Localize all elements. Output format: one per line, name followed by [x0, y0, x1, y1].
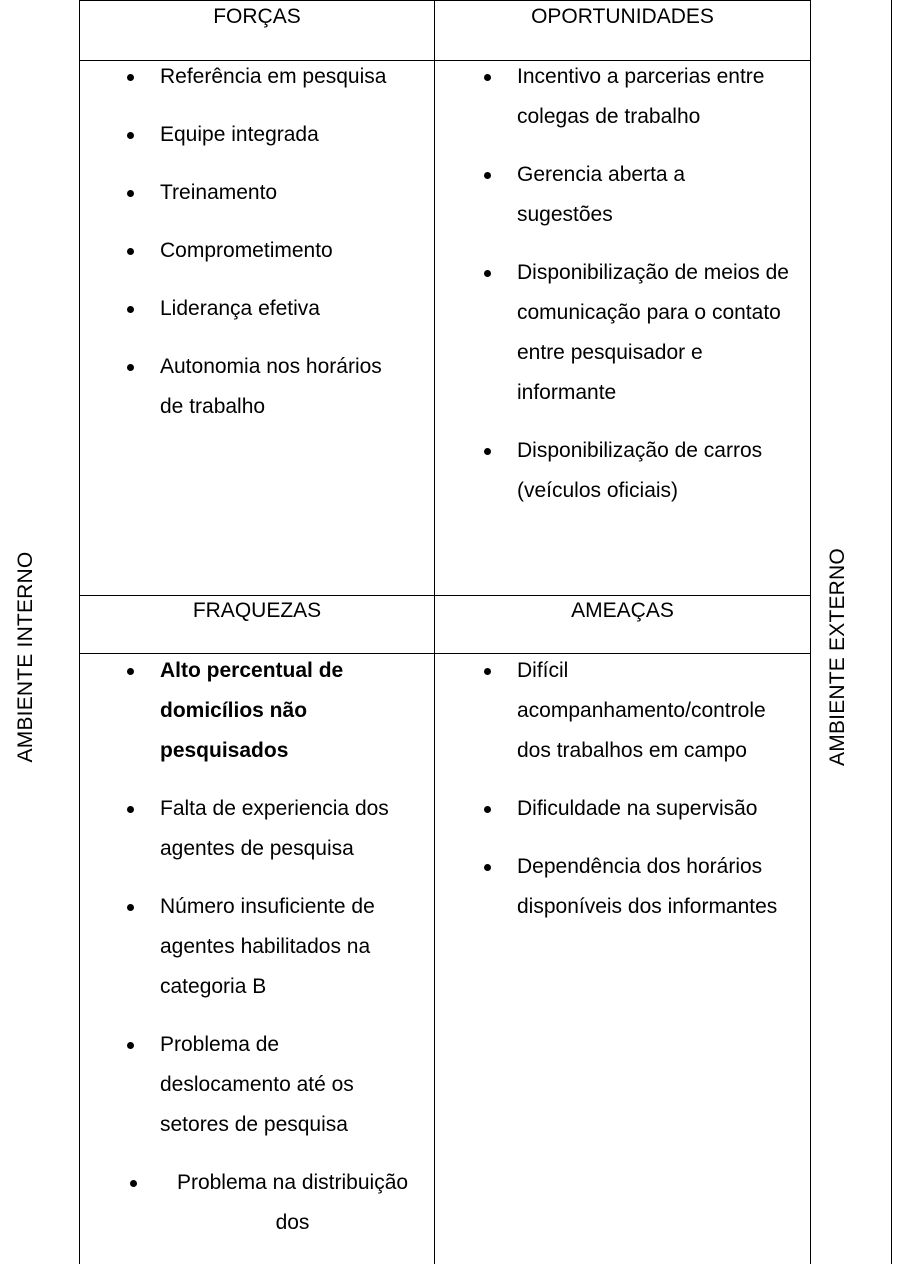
row-divider-middle [79, 595, 810, 596]
table-divider-center [434, 0, 435, 1264]
header-fraquezas: FRAQUEZAS [192, 599, 322, 622]
bullet-icon [484, 270, 491, 277]
bullet-icon [130, 1180, 137, 1187]
list-item: Difícil acompanhamento/controle dos trabalhos em campo [517, 651, 797, 771]
bullet-icon [127, 904, 134, 911]
oportunidades-list [517, 57, 802, 529]
list-item: Disponibilização de meios de comunicação para o contato entre pesquisador e informante [517, 253, 802, 413]
list-item: Dificuldade na supervisão [517, 789, 802, 829]
bullet-icon [484, 668, 491, 675]
list-item: Comprometimento [160, 231, 422, 271]
list-item: Dependência dos horários disponíveis dos informantes [517, 847, 802, 927]
bullet-icon [127, 364, 134, 371]
list-item: Autonomia nos horários de trabalho [160, 347, 410, 427]
list-item: Incentivo a parcerias entre colegas de trabalho [517, 57, 802, 137]
table-border-right-outer [891, 0, 892, 1264]
table-border-left [79, 0, 80, 1264]
bullet-icon [484, 172, 491, 179]
table-border-top [79, 0, 810, 1]
list-item: Problema na distribuição dos [160, 1163, 425, 1243]
table-border-right-inner [810, 0, 811, 1264]
list-item: Treinamento [160, 173, 422, 213]
ameacas-list [517, 651, 802, 945]
fraquezas-list [160, 651, 425, 1261]
bullet-icon [127, 306, 134, 313]
list-item: Número insuficiente de agentes habilitados na categoria B [160, 887, 405, 1007]
bullet-icon [127, 248, 134, 255]
bullet-icon [484, 448, 491, 455]
bullet-icon [484, 864, 491, 871]
ambiente-interno-label: AMBIENTE INTERNO [14, 551, 37, 763]
list-item: Problema de deslocamento até os setores de pesquisa [160, 1025, 385, 1145]
bullet-icon [127, 668, 134, 675]
list-item: Falta de experiencia dos agentes de pesquisa [160, 789, 425, 869]
header-ameacas: AMEAÇAS [571, 599, 674, 622]
list-item: Equipe integrada [160, 115, 422, 155]
bullet-icon [127, 74, 134, 81]
list-item: Liderança efetiva [160, 289, 422, 329]
list-item: Alto percentual de domicílios não pesquisados [160, 651, 380, 771]
bullet-icon [127, 190, 134, 197]
list-item: Gerencia aberta a sugestões [517, 155, 717, 235]
bullet-icon [484, 806, 491, 813]
bullet-icon [127, 132, 134, 139]
forcas-list [160, 57, 422, 445]
bullet-icon [484, 74, 491, 81]
list-item: Referência em pesquisa [160, 57, 422, 97]
ambiente-externo-label: AMBIENTE EXTERNO [826, 548, 849, 766]
bullet-icon [127, 806, 134, 813]
header-oportunidades: OPORTUNIDADES [531, 5, 714, 28]
bullet-icon [127, 1042, 134, 1049]
list-item: Disponibilização de carros (veículos oficiais) [517, 431, 802, 511]
header-forcas: FORÇAS [213, 5, 301, 28]
